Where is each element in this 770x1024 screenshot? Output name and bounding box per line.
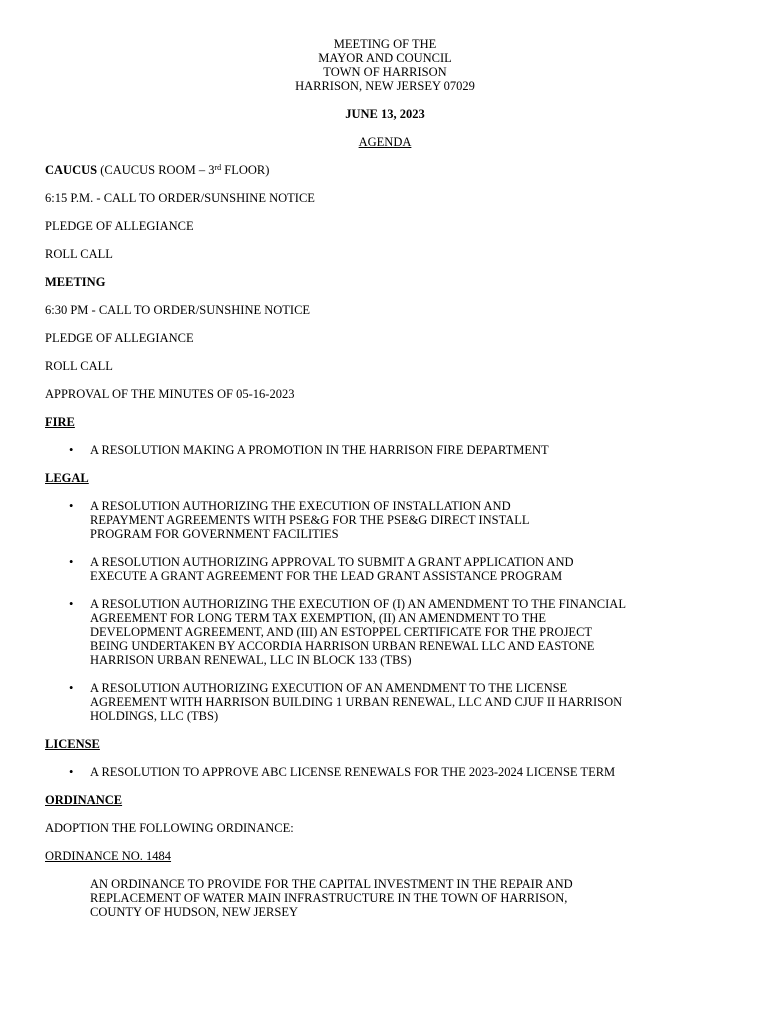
meeting-date: JUNE 13, 2023 <box>345 107 425 121</box>
meeting-heading: MEETING <box>45 275 106 289</box>
item-line: REPAYMENT AGREEMENTS WITH PSE&G FOR THE PSE&G DIRECT INSTALL <box>90 513 530 527</box>
item-line: PROGRAM FOR GOVERNMENT FACILITIES <box>90 527 339 541</box>
ordinance-line: COUNTY OF HUDSON, NEW JERSEY <box>90 905 298 919</box>
caucus-room-sup: rd <box>214 163 222 172</box>
header-line: MAYOR AND COUNCIL <box>318 51 452 65</box>
ordinance-line: AN ORDINANCE TO PROVIDE FOR THE CAPITAL INVESTMENT IN THE REPAIR AND <box>90 877 573 891</box>
caucus-call-to-order: 6:15 P.M. - CALL TO ORDER/SUNSHINE NOTICE <box>45 191 315 205</box>
item-line: A RESOLUTION AUTHORIZING EXECUTION OF AN AMENDMENT TO THE LICENSE <box>90 681 568 695</box>
ordinance-heading: ORDINANCE <box>45 793 123 807</box>
caucus-roll-call: ROLL CALL <box>45 247 113 261</box>
bullet-icon: • <box>69 597 74 611</box>
document-header <box>45 37 725 93</box>
item-text: A RESOLUTION TO APPROVE ABC LICENSE RENEWALS FOR THE 2023-2024 LICENSE TERM <box>90 765 616 779</box>
caucus-label: CAUCUS <box>45 163 98 177</box>
item-line: A RESOLUTION AUTHORIZING APPROVAL TO SUBMIT A GRANT APPLICATION AND <box>90 555 574 569</box>
agenda-page <box>45 37 745 919</box>
caucus-pledge: PLEDGE OF ALLEGIANCE <box>45 219 194 233</box>
header-line: HARRISON, NEW JERSEY 07029 <box>295 79 475 93</box>
ordinance-text <box>45 877 690 919</box>
list-item <box>45 681 745 723</box>
meeting-call-to-order: 6:30 PM - CALL TO ORDER/SUNSHINE NOTICE <box>45 303 311 317</box>
item-line: HARRISON URBAN RENEWAL, LLC IN BLOCK 133 (TBS) <box>90 653 412 667</box>
list-item <box>45 597 745 667</box>
item-line: AGREEMENT WITH HARRISON BUILDING 1 URBAN RENEWAL, LLC AND CJUF II HARRISON <box>90 695 623 709</box>
caucus-room-pre: (CAUCUS ROOM – 3 <box>97 163 215 177</box>
item-line: A RESOLUTION AUTHORIZING THE EXECUTION OF INSTALLATION AND <box>90 499 511 513</box>
item-line: DEVELOPMENT AGREEMENT, AND (III) AN ESTOPPEL CERTIFICATE FOR THE PROJECT <box>90 625 593 639</box>
item-line: BEING UNDERTAKEN BY ACCORDIA HARRISON URBAN RENEWAL LLC AND EASTONE <box>90 639 595 653</box>
bullet-icon: • <box>69 499 74 513</box>
caucus-room-post: FLOOR) <box>221 163 270 177</box>
item-text: A RESOLUTION MAKING A PROMOTION IN THE HARRISON FIRE DEPARTMENT <box>90 443 549 457</box>
list-item <box>45 765 745 779</box>
ordinance-number: ORDINANCE NO. 1484 <box>45 849 172 863</box>
meeting-pledge: PLEDGE OF ALLEGIANCE <box>45 331 194 345</box>
bullet-icon: • <box>69 681 74 695</box>
meeting-roll-call: ROLL CALL <box>45 359 113 373</box>
legal-heading: LEGAL <box>45 471 89 485</box>
item-line: AGREEMENT FOR LONG TERM TAX EXEMPTION, (II) AN AMENDMENT TO THE <box>90 611 547 625</box>
license-heading: LICENSE <box>45 737 100 751</box>
agenda-title: AGENDA <box>358 135 412 149</box>
bullet-icon: • <box>69 765 74 779</box>
fire-heading: FIRE <box>45 415 75 429</box>
minutes-approval: APPROVAL OF THE MINUTES OF 05-16-2023 <box>45 387 295 401</box>
ordinance-line: REPLACEMENT OF WATER MAIN INFRASTRUCTURE IN THE TOWN OF HARRISON, <box>90 891 568 905</box>
item-line: A RESOLUTION AUTHORIZING THE EXECUTION OF (I) AN AMENDMENT TO THE FINANCIAL <box>90 597 626 611</box>
item-line: HOLDINGS, LLC (TBS) <box>90 709 219 723</box>
ordinance-adoption: ADOPTION THE FOLLOWING ORDINANCE: <box>45 821 294 835</box>
header-line: TOWN OF HARRISON <box>323 65 447 79</box>
header-line: MEETING OF THE <box>333 37 437 51</box>
item-line: EXECUTE A GRANT AGREEMENT FOR THE LEAD GRANT ASSISTANCE PROGRAM <box>90 569 563 583</box>
list-item <box>45 555 745 583</box>
license-list <box>45 765 745 779</box>
legal-list <box>45 499 745 723</box>
caucus-line <box>45 163 745 177</box>
fire-list <box>45 443 745 457</box>
bullet-icon: • <box>69 555 74 569</box>
list-item <box>45 499 745 541</box>
list-item <box>45 443 745 457</box>
bullet-icon: • <box>69 443 74 457</box>
